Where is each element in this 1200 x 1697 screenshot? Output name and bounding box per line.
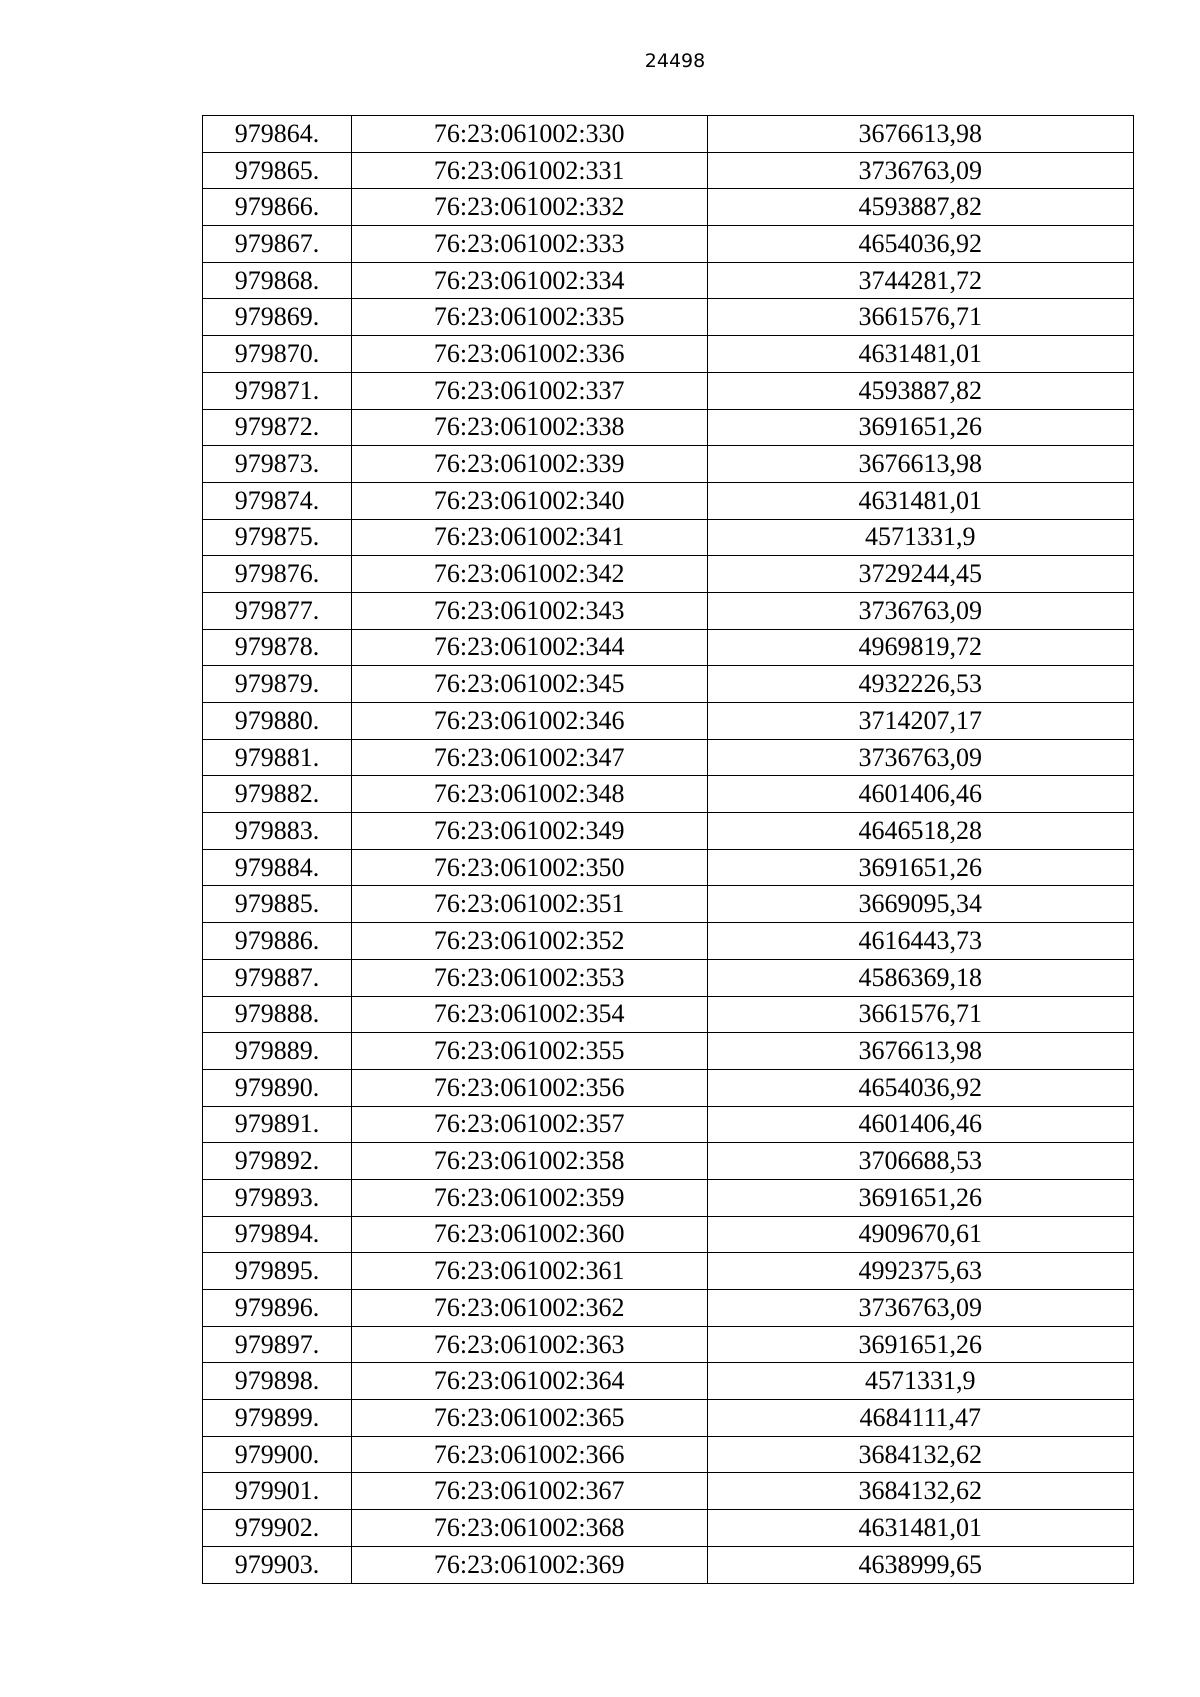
row-number-cell: 979898. — [203, 1363, 352, 1400]
value-cell: 3684132,62 — [707, 1436, 1133, 1473]
table-row — [203, 446, 1134, 483]
row-number-cell: 979866. — [203, 189, 352, 226]
row-number-cell: 979878. — [203, 629, 352, 666]
row-number-cell: 979872. — [203, 409, 352, 446]
table-row — [203, 886, 1134, 923]
table-row — [203, 226, 1134, 263]
value-cell: 3706688,53 — [707, 1143, 1133, 1180]
cadastral-number-cell: 76:23:061002:365 — [351, 1400, 707, 1437]
table-row — [203, 849, 1134, 886]
cadastral-number-cell: 76:23:061002:333 — [351, 226, 707, 263]
value-cell: 4571331,9 — [707, 1363, 1133, 1400]
value-cell: 4631481,01 — [707, 1510, 1133, 1547]
table-row — [203, 1436, 1134, 1473]
value-cell: 4593887,82 — [707, 372, 1133, 409]
table-row — [203, 1546, 1134, 1583]
value-cell: 4586369,18 — [707, 959, 1133, 996]
row-number-cell: 979873. — [203, 446, 352, 483]
table-row — [203, 372, 1134, 409]
table-row — [203, 299, 1134, 336]
value-cell: 4638999,65 — [707, 1546, 1133, 1583]
row-number-cell: 979885. — [203, 886, 352, 923]
value-cell: 3729244,45 — [707, 556, 1133, 593]
row-number-cell: 979869. — [203, 299, 352, 336]
row-number-cell: 979879. — [203, 666, 352, 703]
value-cell: 4593887,82 — [707, 189, 1133, 226]
table-row — [203, 409, 1134, 446]
cadastral-number-cell: 76:23:061002:352 — [351, 923, 707, 960]
table-row — [203, 629, 1134, 666]
value-cell: 3736763,09 — [707, 152, 1133, 189]
cadastral-number-cell: 76:23:061002:350 — [351, 849, 707, 886]
row-number-cell: 979877. — [203, 592, 352, 629]
value-cell: 4646518,28 — [707, 813, 1133, 850]
value-cell: 3676613,98 — [707, 1033, 1133, 1070]
row-number-cell: 979895. — [203, 1253, 352, 1290]
table-row — [203, 519, 1134, 556]
row-number-cell: 979864. — [203, 116, 352, 153]
table-row — [203, 1363, 1134, 1400]
table-row — [203, 996, 1134, 1033]
value-cell: 4631481,01 — [707, 482, 1133, 519]
cadastral-number-cell: 76:23:061002:354 — [351, 996, 707, 1033]
value-cell: 3676613,98 — [707, 116, 1133, 153]
cadastral-number-cell: 76:23:061002:342 — [351, 556, 707, 593]
table-row — [203, 1069, 1134, 1106]
value-cell: 4909670,61 — [707, 1216, 1133, 1253]
table-row — [203, 1326, 1134, 1363]
cadastral-number-cell: 76:23:061002:339 — [351, 446, 707, 483]
cadastral-number-cell: 76:23:061002:332 — [351, 189, 707, 226]
cadastral-number-cell: 76:23:061002:348 — [351, 776, 707, 813]
value-cell: 4616443,73 — [707, 923, 1133, 960]
row-number-cell: 979884. — [203, 849, 352, 886]
table-row — [203, 1179, 1134, 1216]
cadastral-number-cell: 76:23:061002:368 — [351, 1510, 707, 1547]
table-row — [203, 776, 1134, 813]
cadastral-number-cell: 76:23:061002:367 — [351, 1473, 707, 1510]
table-row — [203, 482, 1134, 519]
table-row — [203, 739, 1134, 776]
row-number-cell: 979903. — [203, 1546, 352, 1583]
table-row — [203, 813, 1134, 850]
cadastral-number-cell: 76:23:061002:330 — [351, 116, 707, 153]
table-row — [203, 262, 1134, 299]
cadastral-number-cell: 76:23:061002:334 — [351, 262, 707, 299]
row-number-cell: 979897. — [203, 1326, 352, 1363]
row-number-cell: 979891. — [203, 1106, 352, 1143]
table-row — [203, 1106, 1134, 1143]
value-cell: 4601406,46 — [707, 1106, 1133, 1143]
row-number-cell: 979875. — [203, 519, 352, 556]
row-number-cell: 979888. — [203, 996, 352, 1033]
cadastral-number-cell: 76:23:061002:349 — [351, 813, 707, 850]
cadastral-number-cell: 76:23:061002:362 — [351, 1290, 707, 1327]
cadastral-number-cell: 76:23:061002:331 — [351, 152, 707, 189]
value-cell: 3691651,26 — [707, 409, 1133, 446]
cadastral-number-cell: 76:23:061002:357 — [351, 1106, 707, 1143]
value-cell: 3676613,98 — [707, 446, 1133, 483]
row-number-cell: 979870. — [203, 336, 352, 373]
cadastral-number-cell: 76:23:061002:360 — [351, 1216, 707, 1253]
cadastral-number-cell: 76:23:061002:359 — [351, 1179, 707, 1216]
value-cell: 3744281,72 — [707, 262, 1133, 299]
row-number-cell: 979880. — [203, 703, 352, 740]
page-number: 24498 — [644, 50, 706, 72]
table-row — [203, 1033, 1134, 1070]
table-row — [203, 116, 1134, 153]
table-row — [203, 1473, 1134, 1510]
table-row — [203, 1253, 1134, 1290]
cadastral-number-cell: 76:23:061002:340 — [351, 482, 707, 519]
value-cell: 4992375,63 — [707, 1253, 1133, 1290]
table-row — [203, 1216, 1134, 1253]
table-row — [203, 336, 1134, 373]
row-number-cell: 979899. — [203, 1400, 352, 1437]
row-number-cell: 979890. — [203, 1069, 352, 1106]
table-row — [203, 189, 1134, 226]
cadastral-number-cell: 76:23:061002:355 — [351, 1033, 707, 1070]
value-cell: 3714207,17 — [707, 703, 1133, 740]
value-cell: 4601406,46 — [707, 776, 1133, 813]
cadastral-number-cell: 76:23:061002:344 — [351, 629, 707, 666]
table-row — [203, 152, 1134, 189]
cadastral-number-cell: 76:23:061002:364 — [351, 1363, 707, 1400]
table-row — [203, 923, 1134, 960]
value-cell: 3691651,26 — [707, 1326, 1133, 1363]
row-number-cell: 979896. — [203, 1290, 352, 1327]
cadastral-number-cell: 76:23:061002:343 — [351, 592, 707, 629]
table-row — [203, 959, 1134, 996]
cadastral-number-cell: 76:23:061002:351 — [351, 886, 707, 923]
row-number-cell: 979867. — [203, 226, 352, 263]
row-number-cell: 979892. — [203, 1143, 352, 1180]
value-cell: 3669095,34 — [707, 886, 1133, 923]
value-cell: 3736763,09 — [707, 739, 1133, 776]
cadastral-number-cell: 76:23:061002:337 — [351, 372, 707, 409]
cadastral-number-cell: 76:23:061002:353 — [351, 959, 707, 996]
value-cell: 3691651,26 — [707, 849, 1133, 886]
cadastral-number-cell: 76:23:061002:361 — [351, 1253, 707, 1290]
value-cell: 4654036,92 — [707, 1069, 1133, 1106]
value-cell: 4932226,53 — [707, 666, 1133, 703]
row-number-cell: 979900. — [203, 1436, 352, 1473]
value-cell: 4654036,92 — [707, 226, 1133, 263]
table-body — [203, 116, 1134, 1584]
table-row — [203, 1290, 1134, 1327]
cadastral-number-cell: 76:23:061002:366 — [351, 1436, 707, 1473]
table-row — [203, 703, 1134, 740]
table-row — [203, 1400, 1134, 1437]
row-number-cell: 979881. — [203, 739, 352, 776]
row-number-cell: 979901. — [203, 1473, 352, 1510]
cadastral-number-cell: 76:23:061002:346 — [351, 703, 707, 740]
cadastral-number-cell: 76:23:061002:358 — [351, 1143, 707, 1180]
row-number-cell: 979871. — [203, 372, 352, 409]
value-cell: 3684132,62 — [707, 1473, 1133, 1510]
row-number-cell: 979886. — [203, 923, 352, 960]
table-row — [203, 592, 1134, 629]
row-number-cell: 979882. — [203, 776, 352, 813]
cadastral-number-cell: 76:23:061002:363 — [351, 1326, 707, 1363]
row-number-cell: 979887. — [203, 959, 352, 996]
value-cell: 4571331,9 — [707, 519, 1133, 556]
table-row — [203, 1143, 1134, 1180]
row-number-cell: 979902. — [203, 1510, 352, 1547]
value-cell: 3736763,09 — [707, 1290, 1133, 1327]
cadastral-number-cell: 76:23:061002:369 — [351, 1546, 707, 1583]
row-number-cell: 979865. — [203, 152, 352, 189]
data-table — [202, 115, 1134, 1584]
value-cell: 3661576,71 — [707, 996, 1133, 1033]
cadastral-number-cell: 76:23:061002:335 — [351, 299, 707, 336]
value-cell: 3661576,71 — [707, 299, 1133, 336]
cadastral-number-cell: 76:23:061002:341 — [351, 519, 707, 556]
row-number-cell: 979883. — [203, 813, 352, 850]
row-number-cell: 979893. — [203, 1179, 352, 1216]
value-cell: 4631481,01 — [707, 336, 1133, 373]
cadastral-number-cell: 76:23:061002:347 — [351, 739, 707, 776]
value-cell: 4969819,72 — [707, 629, 1133, 666]
cadastral-number-cell: 76:23:061002:338 — [351, 409, 707, 446]
row-number-cell: 979876. — [203, 556, 352, 593]
cadastral-number-cell: 76:23:061002:345 — [351, 666, 707, 703]
value-cell: 3736763,09 — [707, 592, 1133, 629]
row-number-cell: 979868. — [203, 262, 352, 299]
cadastral-number-cell: 76:23:061002:356 — [351, 1069, 707, 1106]
value-cell: 3691651,26 — [707, 1179, 1133, 1216]
value-cell: 4684111,47 — [707, 1400, 1133, 1437]
row-number-cell: 979889. — [203, 1033, 352, 1070]
row-number-cell: 979894. — [203, 1216, 352, 1253]
table-row — [203, 666, 1134, 703]
row-number-cell: 979874. — [203, 482, 352, 519]
table-row — [203, 556, 1134, 593]
cadastral-number-cell: 76:23:061002:336 — [351, 336, 707, 373]
table-row — [203, 1510, 1134, 1547]
